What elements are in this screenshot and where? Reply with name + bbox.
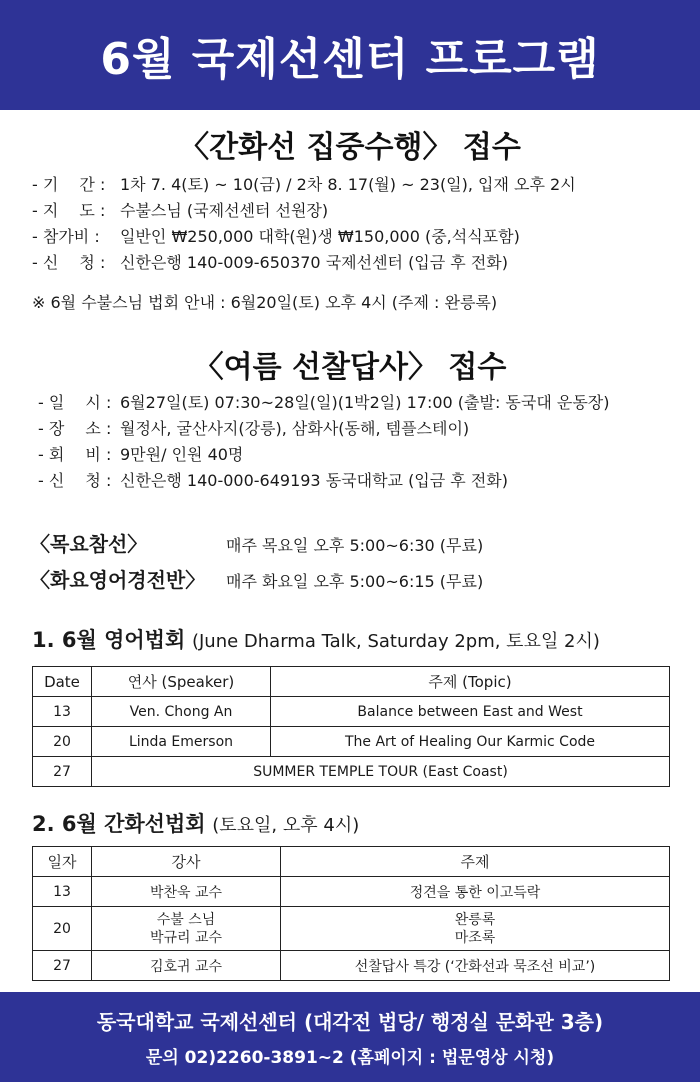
cell-topic: 정견을 통한 이고득락 [281, 877, 670, 907]
intensive-row-apply [32, 250, 700, 276]
ganhwa-talk-title: 2. 6월 간화선법회 [32, 812, 206, 836]
row-value: 일반인 ₩250,000 대학(원)생 ₩150,000 (중,석식포함) [120, 227, 520, 246]
english-talk-heading [32, 624, 600, 654]
weekly-thursday-zen [30, 528, 483, 557]
row-value: 신한은행 140-000-649193 동국대학교 (입금 후 전화) [120, 471, 509, 490]
col-topic: 주제 (Topic) [271, 667, 670, 697]
cell-speakers [92, 907, 281, 951]
weekly-title: 〈목요참선〉 [30, 532, 148, 556]
ganhwa-talk-table [32, 846, 670, 981]
table-header-row [33, 667, 670, 697]
table-row [33, 907, 670, 951]
cell-speaker: 수불 스님 [156, 911, 216, 928]
row-value: 신한은행 140-009-650370 국제선센터 (입금 후 전화) [120, 253, 509, 272]
cell-date: 27 [33, 757, 92, 787]
row-value: 1차 7. 4(토) ~ 10(금) / 2차 8. 17(월) ~ 23(일), 입재 오후 2시 [120, 175, 576, 194]
cell-date: 20 [33, 907, 92, 951]
dharma-talk-note: ※ 6월 수불스님 법회 안내 : 6월20일(토) 오후 4시 (주제 : 완릉록) [32, 293, 498, 312]
english-talk-subtitle: (June Dharma Talk, Saturday 2pm, 토요일 2시) [191, 631, 600, 652]
english-talk-table [32, 666, 670, 787]
table-row [33, 757, 670, 787]
cell-topic: 완릉록 [454, 911, 496, 928]
weekly-schedule: 매주 목요일 오후 5:00~6:30 (무료) [226, 536, 484, 555]
row-key: - 신 청 : [38, 471, 112, 490]
cell-date: 27 [33, 951, 92, 981]
cell-merged-topic: SUMMER TEMPLE TOUR (East Coast) [92, 757, 670, 787]
row-key: - 일 시 : [38, 393, 112, 412]
table-row [33, 877, 670, 907]
footer-address: 동국대학교 국제선센터 (대각전 법당/ 행정실 문화관 3층) [96, 1010, 604, 1034]
col-date: Date [33, 667, 92, 697]
weekly-schedule: 매주 화요일 오후 5:00~6:15 (무료) [226, 572, 484, 591]
summer-row-date [38, 390, 700, 416]
summer-section-title: 〈여름 선찰답사〉 접수 [193, 350, 507, 385]
intensive-section-title: 〈간화선 집중수행〉 접수 [179, 130, 521, 165]
cell-speaker: Linda Emerson [92, 727, 271, 757]
weekly-title: 〈화요영어경전반〉 [30, 568, 206, 592]
cell-date: 13 [33, 877, 92, 907]
row-key: - 회 비 : [38, 445, 112, 464]
cell-date: 20 [33, 727, 92, 757]
table-row [33, 727, 670, 757]
table-row [33, 697, 670, 727]
row-key: - 장 소 : [38, 419, 112, 438]
english-talk-title: 1. 6월 영어법회 [32, 628, 186, 652]
cell-date: 13 [33, 697, 92, 727]
cell-speaker: 김호귀 교수 [92, 951, 281, 981]
cell-speaker-second: 박규리 교수 [149, 929, 223, 946]
cell-topic: Balance between East and West [271, 697, 670, 727]
ganhwa-talk-subtitle: (토요일, 오후 4시) [212, 815, 360, 836]
cell-topic-second: 마조록 [454, 929, 496, 946]
cell-speaker: 박찬욱 교수 [92, 877, 281, 907]
row-key: - 기 간 : [32, 175, 106, 194]
cell-speaker: Ven. Chong An [92, 697, 271, 727]
table-row [33, 951, 670, 981]
col-topic: 주제 [281, 847, 670, 877]
table-header-row [33, 847, 670, 877]
summer-row-place [38, 416, 700, 442]
cell-topic: 선찰답사 특강 (‘간화선과 묵조선 비교’) [281, 951, 670, 981]
row-value: 9만원/ 인원 40명 [120, 445, 244, 464]
intensive-row-period [32, 172, 700, 198]
footer-contact: 문의 02)2260-3891~2 (홈페이지 : 법문영상 시청) [145, 1048, 555, 1068]
col-speaker: 연사 (Speaker) [92, 667, 271, 697]
row-value: 월정사, 굴산사지(강릉), 삼화사(동해, 템플스테이) [120, 419, 470, 438]
row-key: - 신 청 : [32, 253, 106, 272]
page-title: 6월 국제선센터 프로그램 [100, 34, 600, 85]
intensive-details [32, 172, 700, 276]
summer-row-fee [38, 442, 700, 468]
col-speaker: 강사 [92, 847, 281, 877]
header-banner [0, 0, 700, 110]
row-key: - 참가비 : [32, 227, 100, 246]
footer-banner [0, 992, 700, 1082]
row-key: - 지 도 : [32, 201, 106, 220]
row-value: 6월27일(토) 07:30~28일(일)(1박2일) 17:00 (출발: 동국대 운동장) [120, 393, 610, 412]
ganhwa-talk-heading [32, 808, 359, 838]
intensive-row-guide [32, 198, 700, 224]
summer-row-apply [38, 468, 700, 494]
intensive-row-fee [32, 224, 700, 250]
weekly-tuesday-sutra [30, 564, 483, 593]
row-value: 수불스님 (국제선센터 선원장) [120, 201, 329, 220]
cell-topics [281, 907, 670, 951]
summer-details [38, 390, 700, 494]
col-date: 일자 [33, 847, 92, 877]
cell-topic: The Art of Healing Our Karmic Code [271, 727, 670, 757]
